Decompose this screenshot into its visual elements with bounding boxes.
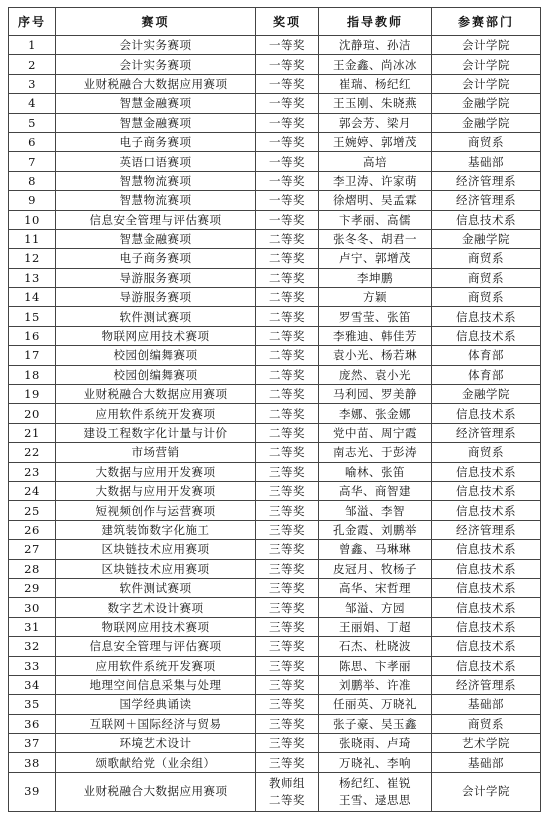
cell-event: 智慧物流赛项 [56,191,256,210]
cell-no: 16 [9,326,56,345]
table-row [9,152,541,171]
cell-dept: 商贸系 [432,443,541,462]
table-row [9,481,541,500]
cell-event: 应用软件系统开发赛项 [56,656,256,675]
table-row [9,578,541,597]
cell-event: 环境艺术设计 [56,734,256,753]
cell-teachers: 刘鹏举、许准 [319,675,432,694]
cell-dept: 体育部 [432,365,541,384]
table-row [9,462,541,481]
cell-event: 导游服务赛项 [56,268,256,287]
cell-award: 三等奖 [256,481,319,500]
header-award: 奖项 [256,8,319,36]
cell-event: 互联网＋国际经济与贸易 [56,714,256,733]
cell-teachers: 郭会芳、梁月 [319,113,432,132]
cell-award: 一等奖 [256,171,319,190]
cell-no: 14 [9,288,56,307]
cell-award: 三等奖 [256,598,319,617]
cell-event: 区块链技术应用赛项 [56,559,256,578]
cell-award: 二等奖 [256,249,319,268]
cell-award: 三等奖 [256,753,319,772]
cell-teachers: 皮冠月、牧杨子 [319,559,432,578]
cell-award: 一等奖 [256,191,319,210]
cell-event: 智慧物流赛项 [56,171,256,190]
cell-award: 三等奖 [256,695,319,714]
cell-no: 19 [9,385,56,404]
cell-no: 6 [9,132,56,151]
table-row [9,307,541,326]
header-teachers: 指导教师 [319,8,432,36]
cell-dept: 商贸系 [432,268,541,287]
cell-award: 一等奖 [256,36,319,55]
table-row [9,695,541,714]
cell-no: 9 [9,191,56,210]
cell-award: 一等奖 [256,55,319,74]
cell-dept: 信息技术系 [432,540,541,559]
cell-award: 二等奖 [256,346,319,365]
cell-event: 地理空间信息采集与处理 [56,675,256,694]
cell-award: 二等奖 [256,423,319,442]
table-row [9,637,541,656]
table-row [9,656,541,675]
cell-teachers: 邹溢、李智 [319,501,432,520]
cell-dept: 会计学院 [432,55,541,74]
cell-event: 颂歌献给党（业余组） [56,753,256,772]
table-row [9,191,541,210]
cell-teachers: 马利园、罗美静 [319,385,432,404]
cell-event: 大数据与应用开发赛项 [56,462,256,481]
cell-no: 30 [9,598,56,617]
cell-teachers: 张子豪、吴玉鑫 [319,714,432,733]
cell-teachers: 徐熠明、吴孟霖 [319,191,432,210]
cell-award: 三等奖 [256,578,319,597]
cell-event: 电子商务赛项 [56,132,256,151]
cell-event: 业财税融合大数据应用赛项 [56,772,256,811]
cell-award: 三等奖 [256,637,319,656]
header-event: 赛项 [56,8,256,36]
cell-no: 33 [9,656,56,675]
cell-no: 2 [9,55,56,74]
cell-no: 11 [9,229,56,248]
table-row [9,229,541,248]
cell-event: 校园创编舞赛项 [56,365,256,384]
cell-dept: 信息技术系 [432,617,541,636]
cell-teachers: 袁小光、杨若琳 [319,346,432,365]
cell-event: 应用软件系统开发赛项 [56,404,256,423]
cell-dept: 金融学院 [432,113,541,132]
cell-no: 8 [9,171,56,190]
header-dept: 参赛部门 [432,8,541,36]
cell-award: 三等奖 [256,734,319,753]
cell-award: 二等奖 [256,268,319,287]
cell-event: 智慧金融赛项 [56,113,256,132]
cell-teachers: 邹溢、方园 [319,598,432,617]
table-row [9,753,541,772]
cell-no: 4 [9,94,56,113]
cell-teachers: 崔瑞、杨纪红 [319,74,432,93]
table-row [9,94,541,113]
cell-dept: 信息技术系 [432,404,541,423]
cell-no: 35 [9,695,56,714]
teacher-line: 杨纪红、崔锐 [339,775,411,790]
table-row [9,404,541,423]
cell-no: 3 [9,74,56,93]
cell-dept: 会计学院 [432,36,541,55]
cell-dept: 会计学院 [432,772,541,811]
table-row [9,210,541,229]
table-row [9,346,541,365]
cell-event: 区块链技术应用赛项 [56,540,256,559]
cell-no: 24 [9,481,56,500]
cell-dept: 经济管理系 [432,191,541,210]
cell-no: 27 [9,540,56,559]
cell-teachers: 石杰、杜晓波 [319,637,432,656]
cell-no: 36 [9,714,56,733]
table-row [9,171,541,190]
cell-event: 软件测试赛项 [56,578,256,597]
cell-dept: 艺术学院 [432,734,541,753]
cell-award: 一等奖 [256,74,319,93]
cell-dept: 商贸系 [432,249,541,268]
cell-no: 12 [9,249,56,268]
cell-no: 5 [9,113,56,132]
cell-award: 三等奖 [256,617,319,636]
cell-teachers: 喻林、张笛 [319,462,432,481]
cell-event: 信息安全管理与评估赛项 [56,637,256,656]
cell-dept: 信息技术系 [432,501,541,520]
cell-award: 一等奖 [256,132,319,151]
cell-teachers: 高华、宋哲理 [319,578,432,597]
cell-award: 二等奖 [256,326,319,345]
table-row [9,501,541,520]
cell-no: 31 [9,617,56,636]
cell-award: 一等奖 [256,113,319,132]
cell-event: 短视频创作与运营赛项 [56,501,256,520]
cell-dept: 商贸系 [432,714,541,733]
cell-teachers: 李娜、张金娜 [319,404,432,423]
cell-teachers: 孔金霞、刘鹏举 [319,520,432,539]
cell-dept: 基础部 [432,152,541,171]
cell-dept: 经济管理系 [432,171,541,190]
cell-teachers: 方颖 [319,288,432,307]
cell-dept: 信息技术系 [432,559,541,578]
cell-award: 三等奖 [256,714,319,733]
cell-dept: 金融学院 [432,94,541,113]
cell-dept: 基础部 [432,753,541,772]
table-row [9,617,541,636]
cell-event: 导游服务赛项 [56,288,256,307]
table-row [9,36,541,55]
cell-teachers: 沈静瑄、孙洁 [319,36,432,55]
cell-no: 23 [9,462,56,481]
cell-teachers: 罗雪莹、张笛 [319,307,432,326]
cell-no: 28 [9,559,56,578]
cell-award: 二等奖 [256,307,319,326]
cell-teachers: 高华、商智建 [319,481,432,500]
cell-event: 国学经典诵读 [56,695,256,714]
cell-award: 三等奖 [256,675,319,694]
cell-no: 17 [9,346,56,365]
cell-award: 一等奖 [256,94,319,113]
cell-event: 物联网应用技术赛项 [56,326,256,345]
cell-teachers: 南志光、于彭涛 [319,443,432,462]
award-line: 教师组 [269,775,305,790]
cell-event: 智慧金融赛项 [56,94,256,113]
cell-no: 34 [9,675,56,694]
awards-table [8,7,541,812]
cell-teachers: 卢宁、郭增茂 [319,249,432,268]
cell-no: 29 [9,578,56,597]
cell-event: 建筑装饰数字化施工 [56,520,256,539]
cell-no: 13 [9,268,56,287]
cell-award: 二等奖 [256,365,319,384]
cell-teachers: 党中苗、周宁霞 [319,423,432,442]
cell-event: 智慧金融赛项 [56,229,256,248]
cell-no: 1 [9,36,56,55]
cell-dept: 信息技术系 [432,326,541,345]
cell-teachers: 张晓雨、卢琦 [319,734,432,753]
cell-award: 三等奖 [256,559,319,578]
table-row [9,559,541,578]
cell-award [256,772,319,811]
table-row [9,288,541,307]
cell-event: 会计实务赛项 [56,36,256,55]
table-row [9,772,541,811]
header-row [9,8,541,36]
cell-event: 电子商务赛项 [56,249,256,268]
cell-dept: 商贸系 [432,288,541,307]
cell-teachers: 曾鑫、马琳琳 [319,540,432,559]
cell-award: 二等奖 [256,385,319,404]
cell-dept: 信息技术系 [432,578,541,597]
cell-dept: 信息技术系 [432,598,541,617]
cell-teachers: 王玉刚、朱晓燕 [319,94,432,113]
table-row [9,540,541,559]
table-row [9,249,541,268]
cell-teachers: 任丽英、万晓礼 [319,695,432,714]
cell-teachers: 李卫涛、许家萌 [319,171,432,190]
cell-teachers [319,772,432,811]
cell-no: 26 [9,520,56,539]
cell-award: 三等奖 [256,656,319,675]
cell-event: 数字艺术设计赛项 [56,598,256,617]
table-row [9,113,541,132]
cell-dept: 商贸系 [432,132,541,151]
cell-teachers: 李坤鹏 [319,268,432,287]
cell-teachers: 陈思、卞孝丽 [319,656,432,675]
cell-event: 软件测试赛项 [56,307,256,326]
cell-award: 二等奖 [256,443,319,462]
cell-teachers: 张冬冬、胡君一 [319,229,432,248]
cell-event: 市场营销 [56,443,256,462]
cell-dept: 信息技术系 [432,637,541,656]
table-row [9,365,541,384]
cell-award: 三等奖 [256,462,319,481]
table-row [9,714,541,733]
cell-award: 二等奖 [256,229,319,248]
table-body [9,36,541,812]
award-line: 二等奖 [269,792,305,807]
cell-dept: 会计学院 [432,74,541,93]
table-row [9,385,541,404]
cell-event: 英语口语赛项 [56,152,256,171]
cell-event: 建设工程数字化计量与计价 [56,423,256,442]
cell-award: 一等奖 [256,210,319,229]
table-row [9,598,541,617]
cell-teachers: 王丽娟、丁超 [319,617,432,636]
cell-no: 32 [9,637,56,656]
cell-no: 25 [9,501,56,520]
table-row [9,675,541,694]
cell-award: 一等奖 [256,152,319,171]
cell-dept: 信息技术系 [432,656,541,675]
table-row [9,268,541,287]
table-row [9,443,541,462]
cell-no: 20 [9,404,56,423]
cell-award: 三等奖 [256,501,319,520]
cell-award: 三等奖 [256,540,319,559]
cell-event: 校园创编舞赛项 [56,346,256,365]
table-row [9,132,541,151]
cell-teachers: 庞然、袁小光 [319,365,432,384]
cell-dept: 信息技术系 [432,307,541,326]
cell-dept: 经济管理系 [432,675,541,694]
table-row [9,55,541,74]
cell-teachers: 李雅迪、韩佳芳 [319,326,432,345]
cell-event: 业财税融合大数据应用赛项 [56,74,256,93]
teacher-line: 王雪、逯思思 [339,792,411,807]
cell-no: 10 [9,210,56,229]
cell-no: 38 [9,753,56,772]
cell-no: 15 [9,307,56,326]
cell-award: 二等奖 [256,404,319,423]
table-row [9,74,541,93]
cell-dept: 基础部 [432,695,541,714]
cell-dept: 金融学院 [432,385,541,404]
cell-dept: 金融学院 [432,229,541,248]
cell-no: 7 [9,152,56,171]
cell-dept: 经济管理系 [432,520,541,539]
cell-event: 业财税融合大数据应用赛项 [56,385,256,404]
cell-event: 会计实务赛项 [56,55,256,74]
cell-event: 信息安全管理与评估赛项 [56,210,256,229]
cell-dept: 信息技术系 [432,462,541,481]
cell-teachers: 万晓礼、李响 [319,753,432,772]
awards-table-container [8,7,540,812]
cell-dept: 信息技术系 [432,210,541,229]
cell-no: 37 [9,734,56,753]
cell-teachers: 王金鑫、尚冰冰 [319,55,432,74]
cell-award: 二等奖 [256,288,319,307]
cell-dept: 信息技术系 [432,481,541,500]
table-row [9,734,541,753]
cell-no: 21 [9,423,56,442]
cell-event: 大数据与应用开发赛项 [56,481,256,500]
header-no: 序号 [9,8,56,36]
cell-no: 39 [9,772,56,811]
table-row [9,520,541,539]
cell-no: 22 [9,443,56,462]
cell-award: 三等奖 [256,520,319,539]
cell-teachers: 卞孝丽、高儒 [319,210,432,229]
cell-dept: 体育部 [432,346,541,365]
cell-teachers: 高培 [319,152,432,171]
cell-teachers: 王婉婷、郭增茂 [319,132,432,151]
cell-no: 18 [9,365,56,384]
cell-dept: 经济管理系 [432,423,541,442]
cell-event: 物联网应用技术赛项 [56,617,256,636]
table-row [9,326,541,345]
table-row [9,423,541,442]
